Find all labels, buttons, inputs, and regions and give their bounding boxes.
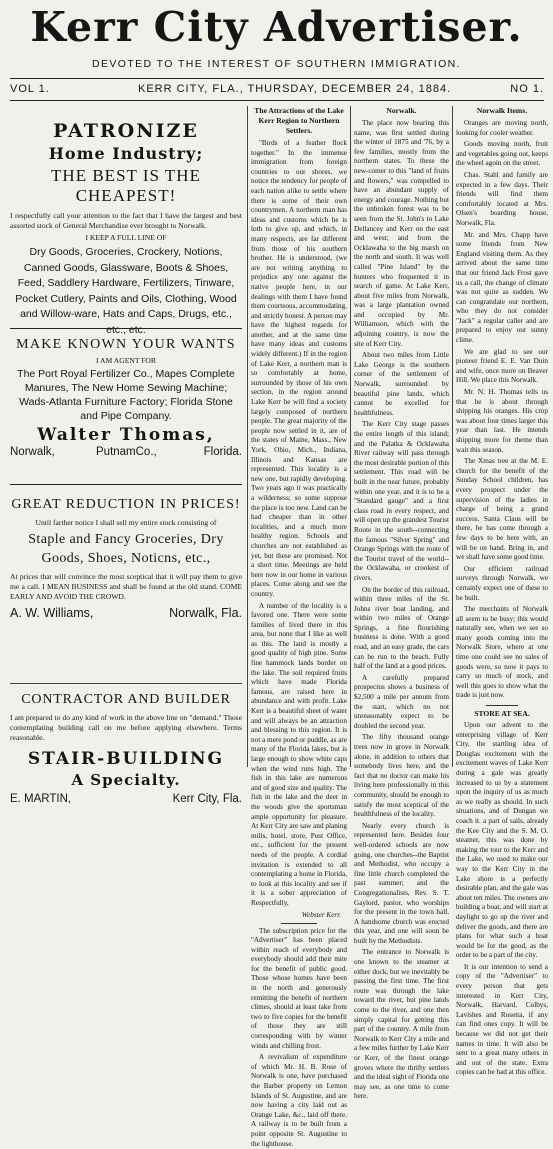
wants-address (10, 446, 242, 462)
patronize-title: PATRONIZE (10, 120, 242, 142)
dateline-bottom-rule (10, 100, 544, 101)
article-column-norwalk (354, 106, 449, 767)
paragraph: The place now bearing this name, was first settled during the winter of 1875 and '76, by a few families, mostly from the northern states. To these the new-comer to this "land of fruits and flowers," was compelled to have an abundant supply of energy and courage. Nothing but the unbroken forest was to be seen from the St. John's to Lake Dellancey and Kerr on the east and west; and from the Ocklawaha to the big marsh on the north and south. It was well called "Pine Island" by the hunters who frequented it in search of game. At Lake Kerr, about five miles from Norwalk, was a large plantation owned and occupied by Mr. Williamson, which with the adjoining country, is now the site of Kerr City. (354, 119, 449, 349)
patronize-ad (10, 120, 242, 338)
paragraph: The entrance to Norwalk is one known to the steamer at either dock, but we inevitably be passing the first time. The first route was through the lake toward the river, but pine lands come to the river, and one then simply capital for getting this part of the country. A mile from Norwalk to Kerr City a mile and a few miles further by Lake Kerr or Kerr, of the finest orange groves where the thrifty settlers and the ideal sight of Florida one may see, as one time to come here. (354, 948, 449, 1102)
paragraph: Our efficient railroad surveys through Norwalk, we certainly expect one of these to be built. (456, 565, 548, 603)
contractor-place: Kerr City, Fla. (173, 793, 242, 805)
paragraph: The fifty thousand orange trees now in grove in Norwalk alone, in addition to others that somebody lives here, and the fact that no doctor can make his living here professionally in this community, should be enough to satisfy the most sceptical of the healthfulness of the locality. (354, 733, 449, 819)
wants-town: Norwalk, (10, 446, 55, 458)
stair-building-title: STAIR-BUILDING (10, 748, 242, 770)
wants-ad (10, 335, 242, 462)
norwalk-heading: Norwalk. (354, 106, 449, 116)
contractor-title: CONTRACTOR AND BUILDER (10, 690, 242, 710)
norwalk-article (354, 119, 449, 1102)
paragraph: The Kerr City stage passes the entire length of this island; and the Palatka & Ocklawaha River railway will pass through the most desirable portion of this settlement. This road will be built in the near future, probably within one year, and it is to be a "Standard gauge" and a first class road in every respect, and will open up the grandest Tourist Route in the south--connecting the famous "Silver Spring" and Orange Springs with the route of the Tourist travel of the world--the Ocklawaha, or crookest of rivers. (354, 420, 449, 583)
article-column-norwalk-items (456, 106, 548, 767)
attractions-signature: Webster Kerr. (251, 911, 347, 919)
paragraph: A carefully prepared prospectus shows a business of $2,500 a mile per annum from the start, which no not unreasonably expect to be doubled the second year. (354, 674, 449, 732)
dateline (10, 83, 544, 99)
article-separator (486, 705, 518, 706)
dateline-top-rule (10, 78, 544, 79)
wants-title: MAKE KNOWN YOUR WANTS (10, 335, 242, 355)
column-divider (350, 106, 351, 767)
paragraph: Oranges are moving north, looking for cooler weather. (456, 119, 548, 138)
column-divider (247, 106, 248, 767)
paragraph: A number of the locality is a favored one. There were some families of lived there in this area, but none that I like as well as this. The land is mostly a good quality of high pine. Some fine hammock lands border on the lake. The soil required fruits which have made Florida famous, are raised here in abundance and with profit. Lake Kerr is a beautiful sheet of water and will always be an attraction and blessing to this region. It is not a mere pond or puddle, as are many of the Florida lakes, but is large enough to show white caps when the wind runs high. The fish in this lake are numerous and of good size and quality. The fish in the lake and the deer in the woods give the sportsman ample opportunity for pleasure. At Kerr City are saw and planing mills, hotel, store, Post Office, etc., sufficient for the present needs of the people. A cordial invitation is extended to all contemplating a home in Florida, to look at this locality and see if it is a sober appreciation of Respectfully, (251, 602, 347, 909)
norwalk-items-heading: Norwalk Items. (456, 106, 548, 116)
ad-divider (10, 328, 242, 329)
reduction-name: A. W. Williams, (10, 606, 93, 620)
paragraph: Chas. Stahl and family are expected in a few days. Their friends will find them comfortably located at Mrs. Olsen's boarding house, Norwalk, Fla. (456, 171, 548, 229)
place-and-date: KERR CITY, FLA., THURSDAY, DECEMBER 24, 1884. (138, 83, 451, 95)
column-divider (452, 106, 453, 767)
paragraph: On the border of this railroad, within three miles of the St. Johns river boat landing, and within two miles of Orange Springs, a fine flourishing business is done. With a good road, and an easy grade, the cars can be run to the beach. Fully half of the land at a good prices. (354, 586, 449, 672)
patronize-goods: Dry Goods, Groceries, Crockery, Notions, Canned Goods, Glassware, Boots & Shoes, Feed, Saddlery Hardware, Fertilizers, Tinware, Pocket Cutlery, Paints and Oils, Clothing, Wood and Willow-ware, Hats and Caps, Drugs, etc., etc., etc. (10, 245, 242, 338)
wants-goods: The Port Royal Fertilizer Co., Mapes Complete Manures, The New Home Sewing Machine; Wads-Atlanta Furniture Factory; Florida Stone and Pipe Company. (10, 367, 242, 423)
volume-number: VOL 1. (10, 83, 50, 95)
paragraph: The merchants of Norwalk all seem to be busy; this would naturally see, when we see so many goods coming into the Norwalk Store, where at one time one could see no sales of goods were, so now it pays to carry so much of stock, and well this goes to show what the trade is just now. (456, 605, 548, 701)
paragraph: Nearly every church is represented here. Besides four well-ordered schools are now going, one churches--the Baptist and Methodist, who occupy a fine little church completed the past summer; and the Congregationalists, Rev. S. T. Gaylord, pastor, who worships for the present in the town hall. A handsome church was erected this year, and one will soon be built by the Methodists. (354, 822, 449, 947)
masthead-title: Kerr City Advertiser. (0, 4, 553, 50)
contractor-name: E. MARTIN, (10, 793, 71, 805)
wants-name: Walter Thomas, (10, 425, 242, 445)
paragraph: Upon our advent to the enterprising village of Kerr City, the startling idea of Douglas excitement with the excitement waves of Lake Kerr during a gale was greatly increased to us by a statement upon the inquiry of us as much as we really as should. In such situations, and of Dungan we coach it. a part of sails, already the Kee City and the S. M. O. steamer, this was done by making the tour to the Kerr and the Lake, we used to make our way to the Kerr City in the Lake shore is a perfectly desirable plan, and the gale was about ten miles. The owners are building a boat, and will start at daylight to go up the river and deliver the goods, and there are plans for what such a boat would be for the good, as the order to be a part of the city. (456, 721, 548, 961)
contractor-ad (10, 690, 242, 809)
paragraph: About two miles from Little Lake George is the southern corner of the settlement of Norwalk, surrounded by beautiful pine lands, which cannot be excelled for healthfulness. (354, 351, 449, 418)
wants-state: Florida. (204, 446, 242, 458)
wants-county: PutnamCo., (96, 446, 157, 458)
patronize-subtitle: Home Industry; (10, 144, 242, 164)
store-at-sea-heading: STORE AT SEA. (456, 709, 548, 719)
attractions-article (251, 139, 347, 909)
paragraph: It is our intention to send a copy of the "Advertiser" to every person that gets interested in Kerr City, Norwalk, Harvard, Colbys, Lavishes and Rosetta, if any can find ones copy. It will be because we did not get their names in time. It will also be sent to a great many others in and out of the state. Extra copies can be had at this office. (456, 963, 548, 1078)
paragraph: We are glad to see our pioneer friend E. E. Van Duin and wife, once more on Beaver Hill. We place this Norwalk. (456, 348, 548, 386)
ad-divider (10, 484, 242, 485)
reduction-goods: Staple and Fancy Groceries, Dry Goods, Shoes, Noticns, etc., (10, 530, 242, 568)
norwalk-items-article (456, 119, 548, 701)
paragraph: The Xmas tree at the M. E. church for the benefit of the Sunday School children, has every prospect under the supervision of the ladies in charge of being a grand success. Santa Claus will be there, he has come through a few days to be here with, an will be on hand. Bring in, and we shall have some good time. (456, 457, 548, 563)
issue-number: NO 1. (510, 83, 544, 95)
reduction-body: At prices that will convince the most sceptical that it will pay them to give me a call. I MEAN BUSINESS and shall be found at the old stand. COME EARLY AND AVOID THE CROWD. (10, 572, 242, 602)
store-at-sea-article (456, 721, 548, 1078)
subscription-article (251, 927, 347, 1149)
reduction-ad (10, 495, 242, 622)
ad-divider (10, 683, 242, 684)
article-column-attractions (251, 106, 347, 767)
reduction-intro: Until farther notice I shall sell my entire stock consisting of (10, 518, 242, 528)
masthead-motto: DEVOTED TO THE INTEREST OF SOUTHERN IMMIGRATION. (0, 58, 553, 70)
wants-agent-line: I AM AGENT FOR (10, 356, 242, 366)
reduction-title: GREAT REDUCTION IN PRICES! (10, 495, 242, 515)
attractions-heading: The Attractions of the Lake Kerr Region to Northern Settlers. (251, 106, 347, 136)
article-separator (281, 923, 317, 924)
patronize-body: I respectfully call your attention to the fact that I have the largest and best assorted stock of General Merchandise ever brought to Norwalk. (10, 211, 242, 231)
paragraph: Mr. and Mrs. Chapp have some friends from New England visiting them. As they arrived about the same time that our friend Jack Frost gave us a call, the change of climate was not quite as sudden. We can congratulate our northern, who they do not consider "Jack" a regular caller and are prepared to enjoy our sunny clime. (456, 231, 548, 346)
reduction-signature (10, 606, 242, 622)
paragraph: "Birds of a feather flock together." In the immense immigration from foreign countries to our shores, we notice the tendency for people of each nation alike to settle where there is some of their own countrymen. A northern man has ideas and customs which he is loth to give up, and which, in many respects, are far different from those of his southern brother. He is understood, (we are not writing anything to prejudice any one against the native people here, in our dealings with them I have found them courteous, accommodating, and strictly honest. A person may have the highest regards for another, and at the same time have many ideas and customs widely different.) If in the region of Lake Kerr, a northern man is so comfortably at home, surrounded by those of his own section, in the region around Lake Kerr he will find a society largely composed of northern people. The great majority of the people now settled in it, are of the states of Maine, Mass., New York, Ohio, Mich., Indiana, Illinois and Kansas are represented. This locality is a new one, but rapidly developing. Two years ago it was practically a wilderness; so some suppose the place is too new. Land can be had cheaper than in other localities, and a much more healthy region. Schools and churches are not established as yet, but these are promised. Not a short time. Meetings are held here now in our home in various places. Come along and see the country. (251, 139, 347, 600)
paragraph: A revivalism of expenditure of which Mr. H. B. Rose of Norwalk is one, have purchased the Barber property on Lemon Islands of St. Augustine, and are now having a city laid out as Orange Lake, &c., laid off there. A railway is to be built from a point opposite St. Augustine to the lighthouse. (251, 1053, 347, 1149)
reduction-place: Norwalk, Fla. (169, 606, 242, 620)
patronize-keep-line: I KEEP A FULL LINE OF (10, 233, 242, 243)
paragraph: Mr. N. H. Thomas tells us that he is about through shipping his oranges. His crop was about four times larger this year than last. He intends shipping more for theme than wait this season. (456, 388, 548, 455)
contractor-body: I am prepared to do any kind of work in the above line on "demand." Those contemplating building call on me before applying elsewhere. Terms reasonable. (10, 713, 242, 743)
contractor-signature (10, 793, 242, 809)
paragraph: Goods moving north, fruit and vegetables going out, keeps the wheel agoin on the street. (456, 140, 548, 169)
ads-column (10, 106, 242, 767)
paragraph: The subscription price for the "Advertiser" has been placed within reach of everybody and everybody should add their mite for the benefit of public good. Those whose homes have been in the north and generously remitting the benefit of northern climes, should at least take from two to five copies for the benefit of those they are still corresponding with by winter winds and chilling frost. (251, 927, 347, 1052)
patronize-tagline: THE BEST IS THE CHEAPEST! (10, 166, 242, 206)
stair-building-subtitle: A Specialty. (10, 770, 242, 790)
